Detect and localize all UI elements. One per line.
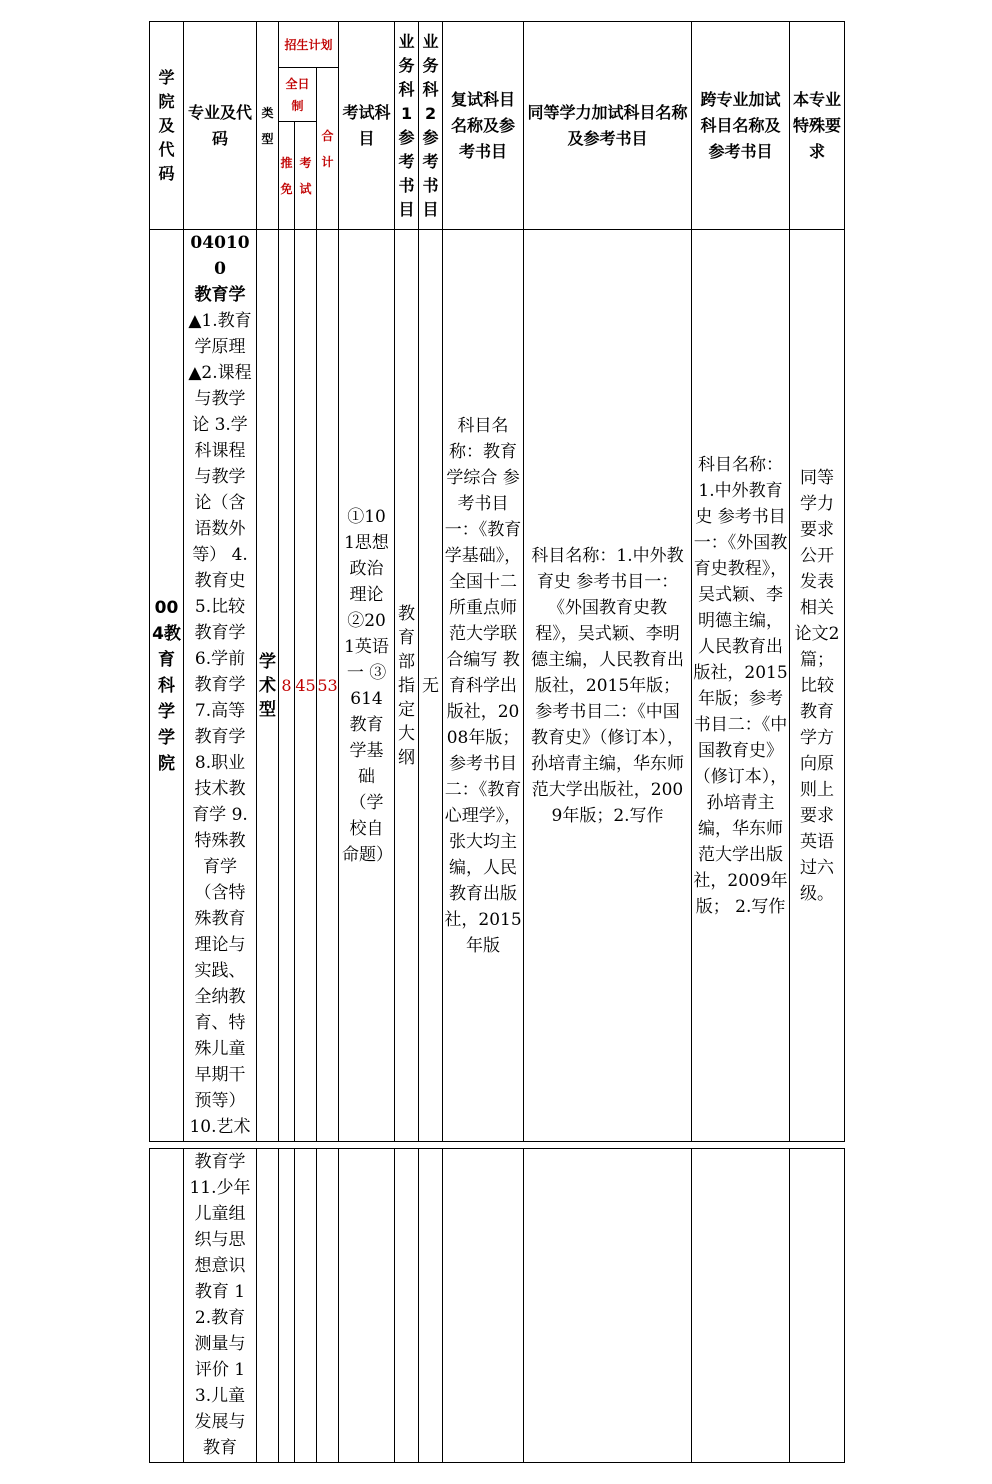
total-count: 53 (317, 230, 339, 1142)
exam-cell-cont (295, 1149, 317, 1463)
major-directions: ▲1.教育学原理 ▲2.课程与教学论 3.学科课程与教学论（含语数外等） 4.教育史 5.比较教育学 6.学前教育学 7.高等教育学 8.职业技术教育学 9.特殊教育学（含特殊教育理论与实践、全纳教育、特殊儿童早期干预等） 10.艺术 (188, 311, 252, 1137)
header-cross: 跨专业加试科目名称及参考书目 (692, 22, 790, 230)
major-directions-cont: 教育学 11.少年儿童组织与思想意识教育 12.教育测量与评价 13.儿童发展与教育 (189, 1152, 251, 1458)
header-subjects: 考试科目 (339, 22, 395, 230)
special-cell: 同等学力要求公开发表相关论文2篇；比较教育学方向原则上要求英语过六级。 (790, 230, 845, 1142)
exam-count: 45 (295, 230, 317, 1142)
major-name: 教育学 (194, 285, 246, 305)
major-cell (184, 230, 257, 1142)
header-major: 专业及代码 (184, 22, 257, 230)
equiv-cell-cont (524, 1149, 692, 1463)
header-retest: 复试科目名称及参考书目 (443, 22, 524, 230)
header-college: 学院及代码 (150, 22, 184, 230)
college-cell: 004教育科学学院 (150, 230, 184, 1142)
ref2-cell: 无 (419, 230, 443, 1142)
recommend-cell-cont (279, 1149, 295, 1463)
major-code: 040100 (190, 233, 250, 279)
header-recommend: 推免 (279, 122, 295, 230)
header-fulltime: 全日制 (279, 68, 317, 122)
header-special: 本专业特殊要求 (790, 22, 845, 230)
type-cell-cont (257, 1149, 279, 1463)
equiv-cell: 科目名称：1.中外教育史 参考书目一：《外国教育史教程》，吴式颖、李明德主编，人民教育出版社，2015年版；参考书目二：《中国教育史》（修订本），孙培青主编，华东师范大学出版社，2009年版；2.写作 (524, 230, 692, 1142)
type-cell: 学术型 (257, 230, 279, 1142)
header-exam: 考试 (295, 122, 317, 230)
major-cell-cont (184, 1149, 257, 1463)
cross-cell: 科目名称：1.中外教育史 参考书目一：《外国教育史教程》，吴式颖、李明德主编，人民教育出版社，2015年版；参考书目二：《中国教育史》（修订本），孙培青主编，华东师范大学出版社，2009年版； 2.写作 (692, 230, 790, 1142)
header-type: 类型 (257, 22, 279, 230)
total-cell-cont (317, 1149, 339, 1463)
recommend-count: 8 (279, 230, 295, 1142)
subjects-cell: ①101思想政治理论 ②201英语一 ③614教育学基础（学校自命题） (339, 230, 395, 1142)
header-ref1: 业务科1参考书目 (395, 22, 419, 230)
admissions-table-continued (149, 1148, 845, 1463)
header-total: 合计 (317, 68, 339, 230)
admissions-table (149, 21, 845, 1142)
header-plan: 招生计划 (279, 22, 339, 68)
ref1-cell: 教育部指定大纲 (395, 230, 419, 1142)
ref1-cell-cont (395, 1149, 419, 1463)
header-equiv: 同等学力加试科目名称及参考书目 (524, 22, 692, 230)
retest-cell: 科目名称：教育学综合 参考书目一：《教育学基础》，全国十二所重点师范大学联合编写 教育科学出版社，2008年版；参考书目二：《教育心理学》，张大均主编，人民教育出版社，2015年版 (443, 230, 524, 1142)
special-cell-cont (790, 1149, 845, 1463)
cross-cell-cont (692, 1149, 790, 1463)
ref2-cell-cont (419, 1149, 443, 1463)
header-ref2: 业务科2参考书目 (419, 22, 443, 230)
subjects-cell-cont (339, 1149, 395, 1463)
retest-cell-cont (443, 1149, 524, 1463)
college-cell-cont (150, 1149, 184, 1463)
